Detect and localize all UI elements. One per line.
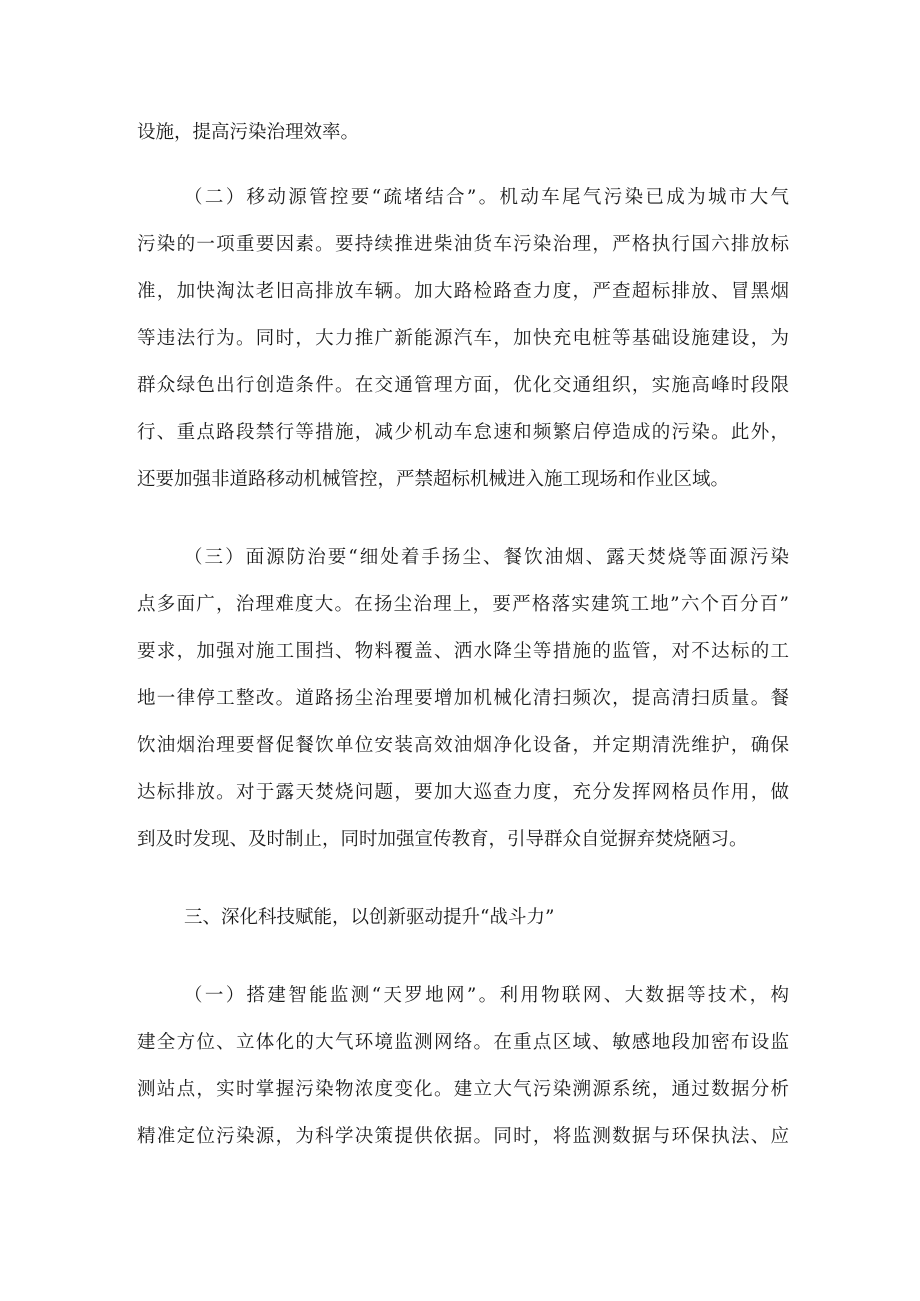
paragraph-line: 还要加强非道路移动机械管控，严禁超标机械进入施工现场和作业区域。 [137, 469, 730, 490]
paragraph-line: 精准定位污染源，为科学决策提供依据。同时，将监测数据与环保执法、应 [137, 1126, 789, 1147]
paragraph-line: 污染的一项重要因素。要持续推进柴油货车污染治理，严格执行国六排放标 [137, 234, 789, 255]
paragraph-line: 达标排放。对于露天焚烧问题，要加大巡查力度，充分发挥网格员作用，做 [137, 782, 789, 803]
paragraph-line: （二）移动源管控要“疏堵结合”。机动车尾气污染已成为城市大气 [184, 187, 789, 208]
paragraph-line: （一）搭建智能监测“天罗地网”。利用物联网、大数据等技术，构 [184, 985, 789, 1006]
paragraph-line: 地一律停工整改。道路扬尘治理要增加机械化清扫频次，提高清扫质量。餐 [137, 688, 789, 709]
paragraph-line: 等违法行为。同时，大力推广新能源汽车，加快充电桩等基础设施建设，为 [137, 328, 789, 349]
paragraph-line: （三）面源防治要“细处着手扬尘、餐饮油烟、露天焚烧等面源污染 [184, 547, 789, 568]
paragraph-line: 点多面广，治理难度大。在扬尘治理上，要严格落实建筑工地”六个百分百” [137, 594, 789, 615]
section-heading: 三、深化科技赋能，以创新驱动提升“战斗力” [184, 907, 555, 928]
paragraph-line: 饮油烟治理要督促餐饮单位安装高效油烟净化设备，并定期清洗维护，确保 [137, 735, 789, 756]
paragraph-line: 到及时发现、及时制止，同时加强宣传教育，引导群众自觉摒弃焚烧陋习。 [137, 829, 748, 850]
paragraph-line: 测站点，实时掌握污染物浓度变化。建立大气污染溯源系统，通过数据分析 [137, 1079, 789, 1100]
paragraph-line: 准，加快淘汰老旧高排放车辆。加大路检路查力度，严查超标排放、冒黑烟 [137, 281, 789, 302]
paragraph-line: 要求，加强对施工围挡、物料覆盖、洒水降尘等措施的监管，对不达标的工 [137, 641, 789, 662]
paragraph-line: 群众绿色出行创造条件。在交通管理方面，优化交通组织，实施高峰时段限 [137, 375, 789, 396]
paragraph-line: 建全方位、立体化的大气环境监测网络。在重点区域、敏感地段加密布设监 [137, 1032, 789, 1053]
paragraph-line: 设施，提高污染治理效率。 [137, 122, 360, 143]
paragraph-line: 行、重点路段禁行等措施，减少机动车怠速和频繁启停造成的污染。此外， [137, 422, 789, 443]
